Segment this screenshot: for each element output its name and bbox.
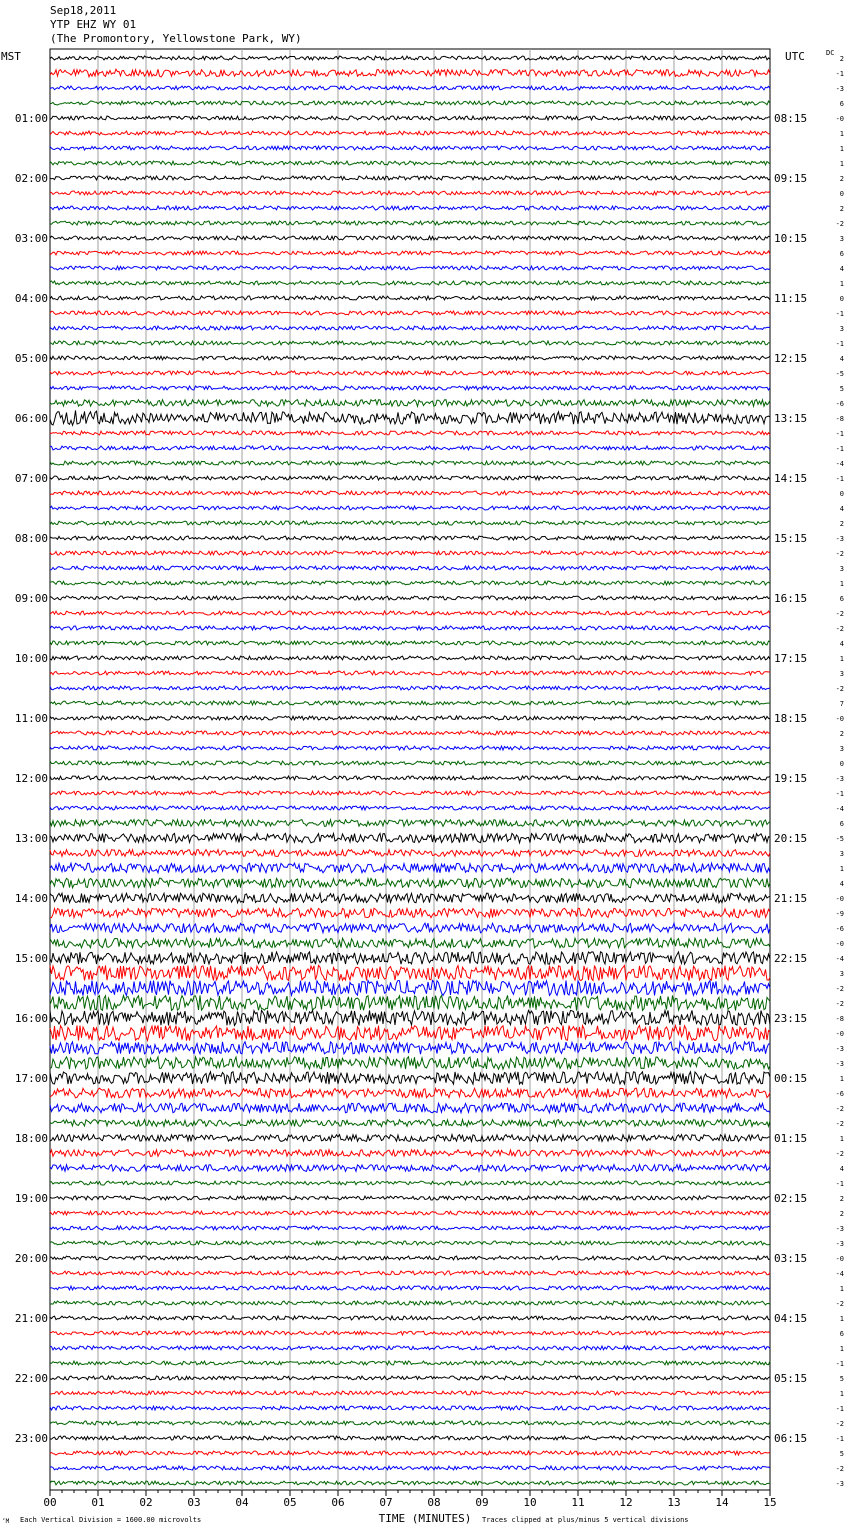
- dc-offset-label: -2: [835, 985, 844, 993]
- trace-line: [50, 581, 770, 585]
- dc-offset-label: 2: [839, 55, 844, 63]
- dc-offset-label: -1: [835, 430, 844, 438]
- dc-offset-label: 0: [839, 490, 844, 498]
- trace-line: [50, 221, 770, 225]
- utc-hour-label: 03:15: [774, 1252, 808, 1265]
- trace-line: [50, 776, 770, 780]
- mst-hour-label: 23:00: [14, 1432, 48, 1445]
- mst-hour-label: 02:00: [14, 172, 48, 185]
- trace-line: [50, 746, 770, 750]
- dc-offset-label: -2: [835, 625, 844, 633]
- trace-line: [50, 386, 770, 390]
- dc-offset-label: 5: [839, 1375, 844, 1383]
- x-tick-label: 05: [283, 1496, 297, 1509]
- dc-offset-label: 1: [839, 1345, 844, 1353]
- dc-offset-label: -4: [835, 805, 844, 813]
- mst-hour-label: 04:00: [14, 292, 48, 305]
- dc-offset-label: 2: [839, 730, 844, 738]
- dc-offset-label: 2: [839, 175, 844, 183]
- x-tick-label: 15: [763, 1496, 777, 1509]
- trace-line: [50, 476, 770, 480]
- trace-line: [50, 731, 770, 735]
- dc-offset-label: 3: [839, 565, 844, 573]
- utc-hour-label: 13:15: [774, 412, 808, 425]
- trace-line: [50, 1196, 770, 1200]
- dc-offset-label: 0: [839, 760, 844, 768]
- trace-line: [50, 806, 770, 810]
- dc-offset-label: 3: [839, 850, 844, 858]
- dc-offset-label: 0: [839, 190, 844, 198]
- dc-offset-label: -3: [835, 1060, 844, 1068]
- trace-line: [50, 1391, 770, 1395]
- dc-offset-label: -2: [835, 550, 844, 558]
- dc-offset-label: -1: [835, 70, 844, 78]
- trace-line: [50, 1331, 770, 1335]
- x-tick-label: 03: [187, 1496, 201, 1509]
- mst-hour-label: 17:00: [14, 1072, 48, 1085]
- right-axis-label: UTC: [785, 50, 805, 63]
- trace-line: [50, 1301, 770, 1305]
- trace-line: [50, 1042, 770, 1054]
- mst-hour-label: 01:00: [14, 112, 48, 125]
- trace-line: [50, 908, 770, 918]
- dc-offset-label: -1: [835, 790, 844, 798]
- trace-line: [50, 1165, 770, 1172]
- dc-offset-label: -3: [835, 1480, 844, 1488]
- dc-offset-label: -2: [835, 685, 844, 693]
- x-tick-label: 10: [523, 1496, 537, 1509]
- dc-offset-label: -2: [835, 1420, 844, 1428]
- trace-line: [50, 1436, 770, 1440]
- dc-offset-label: -3: [835, 1240, 844, 1248]
- x-tick-label: 00: [43, 1496, 57, 1509]
- dc-offset-label: 5: [839, 1450, 844, 1458]
- dc-offset-label: 1: [839, 1135, 844, 1143]
- trace-line: [50, 656, 770, 660]
- trace-line: [50, 86, 770, 90]
- dc-offset-label: -1: [835, 1435, 844, 1443]
- trace-line: [50, 1451, 770, 1455]
- left-axis-label: MST: [1, 50, 21, 63]
- trace-line: [50, 341, 770, 345]
- trace-line: [50, 131, 770, 135]
- x-tick-label: 11: [571, 1496, 585, 1509]
- dc-offset-label: 3: [839, 235, 844, 243]
- trace-line: [50, 446, 770, 450]
- header-location: (The Promontory, Yellowstone Park, WY): [50, 32, 302, 45]
- dc-offset-label: 4: [839, 640, 844, 648]
- trace-line: [50, 1057, 770, 1069]
- mst-hour-label: 09:00: [14, 592, 48, 605]
- dc-offset-label: -2: [835, 1105, 844, 1113]
- trace-line: [50, 521, 770, 525]
- utc-hour-label: 17:15: [774, 652, 808, 665]
- utc-hour-label: 18:15: [774, 712, 808, 725]
- utc-hour-label: 22:15: [774, 952, 808, 965]
- trace-line: [50, 116, 770, 120]
- dc-offset-label: -2: [835, 1000, 844, 1008]
- utc-hour-label: 11:15: [774, 292, 808, 305]
- trace-line: [50, 431, 770, 435]
- dc-offset-label: -4: [835, 955, 844, 963]
- dc-offset-label: 1: [839, 580, 844, 588]
- trace-line: [50, 952, 770, 964]
- dc-offset-label: 4: [839, 1165, 844, 1173]
- dc-offset-label: -1: [835, 475, 844, 483]
- dc-offset-label: 3: [839, 670, 844, 678]
- trace-line: [50, 938, 770, 948]
- trace-line: [50, 1481, 770, 1485]
- utc-hour-label: 10:15: [774, 232, 808, 245]
- dc-offset-label: 1: [839, 160, 844, 168]
- trace-line: [50, 1421, 770, 1425]
- dc-offset-label: 1: [839, 280, 844, 288]
- trace-line: [50, 1150, 770, 1157]
- scale-note: Each Vertical Division = 1600.00 microvolts: [20, 1516, 202, 1524]
- utc-hour-label: 21:15: [774, 892, 808, 905]
- dc-offset-label: -8: [835, 415, 844, 423]
- utc-hour-label: 04:15: [774, 1312, 808, 1325]
- dc-offset-label: 1: [839, 865, 844, 873]
- dc-offset-label: 4: [839, 880, 844, 888]
- trace-line: [50, 1466, 770, 1470]
- utc-hour-label: 16:15: [774, 592, 808, 605]
- mst-hour-label: 07:00: [14, 472, 48, 485]
- trace-line: [50, 266, 770, 270]
- trace-line: [50, 1271, 770, 1275]
- dc-offset-label: -2: [835, 610, 844, 618]
- trace-line: [50, 995, 770, 1010]
- dc-offset-label: -2: [835, 220, 844, 228]
- trace-line: [50, 863, 770, 873]
- trace-line: [50, 1120, 770, 1127]
- dc-offset-label: -3: [835, 1045, 844, 1053]
- trace-line: [50, 281, 770, 285]
- x-tick-label: 08: [427, 1496, 441, 1509]
- x-axis-label: TIME (MINUTES): [378, 1512, 472, 1525]
- dc-offset-label: -3: [835, 85, 844, 93]
- dc-offset-label: -8: [835, 1015, 844, 1023]
- trace-line: [50, 1286, 770, 1290]
- trace-line: [50, 206, 770, 210]
- utc-hour-label: 01:15: [774, 1132, 808, 1145]
- utc-hour-label: 14:15: [774, 472, 808, 485]
- dc-offset-label: -2: [835, 1465, 844, 1473]
- trace-line: [50, 641, 770, 645]
- trace-line: [50, 1181, 770, 1185]
- utc-hour-label: 19:15: [774, 772, 808, 785]
- dc-offset-label: -2: [835, 1300, 844, 1308]
- mst-hour-label: 05:00: [14, 352, 48, 365]
- trace-line: [50, 566, 770, 570]
- trace-line: [50, 1406, 770, 1410]
- trace-line: [50, 761, 770, 765]
- x-tick-label: 04: [235, 1496, 249, 1509]
- dc-offset-label: 1: [839, 1075, 844, 1083]
- header-station: YTP EHZ WY 01: [50, 18, 137, 31]
- mst-hour-label: 22:00: [14, 1372, 48, 1385]
- trace-line: [50, 893, 770, 903]
- trace-line: [50, 596, 770, 600]
- dc-offset-label: 1: [839, 655, 844, 663]
- trace-line: [50, 56, 770, 60]
- x-tick-label: 06: [331, 1496, 345, 1509]
- dc-offset-label: -0: [835, 1030, 844, 1038]
- dc-offset-label: -4: [835, 460, 844, 468]
- corner-mark: ‘M: [2, 1518, 10, 1525]
- dc-offset-label: -9: [835, 910, 844, 918]
- x-tick-label: 02: [139, 1496, 153, 1509]
- dc-offset-label: 1: [839, 145, 844, 153]
- trace-line: [50, 506, 770, 510]
- x-tick-label: 14: [715, 1496, 729, 1509]
- dc-offset-label: 2: [839, 520, 844, 528]
- dc-offset-label: -1: [835, 340, 844, 348]
- dc-offset-label: 5: [839, 385, 844, 393]
- trace-line: [50, 1010, 770, 1025]
- mst-hour-label: 15:00: [14, 952, 48, 965]
- mst-hour-label: 13:00: [14, 832, 48, 845]
- trace-line: [50, 146, 770, 150]
- clip-note: Traces clipped at plus/minus 5 vertical divisions: [482, 1516, 689, 1524]
- dc-offset-label: 2: [839, 1195, 844, 1203]
- trace-line: [50, 1346, 770, 1350]
- trace-line: [50, 1072, 770, 1084]
- trace-line: [50, 686, 770, 690]
- dc-offset-label: 6: [839, 100, 844, 108]
- trace-line: [50, 1376, 770, 1380]
- trace-line: [50, 236, 770, 240]
- dc-offset-label: -3: [835, 535, 844, 543]
- dc-offset-label: 7: [839, 700, 844, 708]
- mst-hour-label: 20:00: [14, 1252, 48, 1265]
- dc-offset-label: 3: [839, 325, 844, 333]
- trace-line: [50, 176, 770, 180]
- dc-offset-label: -3: [835, 1225, 844, 1233]
- dc-offset-label: -1: [835, 445, 844, 453]
- trace-line: [50, 1135, 770, 1142]
- trace-line: [50, 1025, 770, 1040]
- utc-hour-label: 23:15: [774, 1012, 808, 1025]
- trace-line: [50, 716, 770, 720]
- trace-line: [50, 1088, 770, 1098]
- dc-offset-label: 4: [839, 265, 844, 273]
- dc-offset-label: -0: [835, 895, 844, 903]
- trace-line: [50, 1256, 770, 1260]
- trace-line: [50, 1361, 770, 1365]
- dc-offset-label: -1: [835, 1180, 844, 1188]
- dc-offset-label: 0: [839, 295, 844, 303]
- mst-hour-label: 21:00: [14, 1312, 48, 1325]
- mst-hour-label: 03:00: [14, 232, 48, 245]
- trace-line: [50, 461, 770, 465]
- dc-offset-label: -3: [835, 775, 844, 783]
- dc-offset-label: -6: [835, 925, 844, 933]
- trace-line: [50, 980, 770, 995]
- dc-offset-label: -0: [835, 115, 844, 123]
- dc-offset-label: 4: [839, 355, 844, 363]
- dc-offset-label: -4: [835, 1270, 844, 1278]
- dc-offset-label: 1: [839, 1285, 844, 1293]
- trace-line: [50, 791, 770, 795]
- dc-offset-label: 6: [839, 595, 844, 603]
- dc-offset-label: -5: [835, 370, 844, 378]
- dc-offset-label: 6: [839, 820, 844, 828]
- trace-line: [50, 69, 770, 77]
- x-tick-label: 13: [667, 1496, 681, 1509]
- utc-hour-label: 20:15: [774, 832, 808, 845]
- dc-offset-label: 1: [839, 1315, 844, 1323]
- header-date: Sep18,2011: [50, 4, 117, 17]
- trace-line: [50, 850, 770, 857]
- mst-hour-label: 12:00: [14, 772, 48, 785]
- trace-line: [50, 1241, 770, 1245]
- x-tick-label: 09: [475, 1496, 489, 1509]
- trace-line: [50, 356, 770, 360]
- trace-line: [50, 833, 770, 843]
- trace-line: [50, 536, 770, 540]
- x-tick-label: 12: [619, 1496, 633, 1509]
- trace-line: [50, 1226, 770, 1230]
- dc-offset-label: -1: [835, 1360, 844, 1368]
- utc-hour-label: 05:15: [774, 1372, 808, 1385]
- dc-offset-label: -6: [835, 400, 844, 408]
- mst-hour-label: 18:00: [14, 1132, 48, 1145]
- dc-offset-label: -2: [835, 1150, 844, 1158]
- trace-line: [50, 400, 770, 407]
- trace-line: [50, 161, 770, 165]
- trace-line: [50, 101, 770, 105]
- plot-frame: [50, 49, 770, 1490]
- trace-line: [50, 1103, 770, 1113]
- trace-line: [50, 296, 770, 300]
- trace-line: [50, 626, 770, 630]
- dc-offset-label: 4: [839, 505, 844, 513]
- trace-line: [50, 551, 770, 555]
- dc-offset-label: -6: [835, 1090, 844, 1098]
- mst-hour-label: 16:00: [14, 1012, 48, 1025]
- mst-hour-label: 19:00: [14, 1192, 48, 1205]
- dc-offset-label: 6: [839, 1330, 844, 1338]
- mst-hour-label: 06:00: [14, 412, 48, 425]
- utc-hour-label: 00:15: [774, 1072, 808, 1085]
- trace-line: [50, 965, 770, 980]
- trace-line: [50, 611, 770, 615]
- trace-line: [50, 820, 770, 827]
- dc-offset-label: 3: [839, 745, 844, 753]
- utc-hour-label: 12:15: [774, 352, 808, 365]
- utc-hour-label: 02:15: [774, 1192, 808, 1205]
- dc-offset-label: -0: [835, 940, 844, 948]
- dc-offset-label: 3: [839, 970, 844, 978]
- dc-offset-label: -1: [835, 310, 844, 318]
- utc-hour-label: 09:15: [774, 172, 808, 185]
- trace-line: [50, 311, 770, 315]
- trace-line: [50, 701, 770, 705]
- dc-offset-label: -5: [835, 835, 844, 843]
- mst-hour-label: 10:00: [14, 652, 48, 665]
- trace-line: [50, 878, 770, 888]
- dc-offset-label: 2: [839, 205, 844, 213]
- trace-line: [50, 410, 770, 425]
- utc-hour-label: 06:15: [774, 1432, 808, 1445]
- mst-hour-label: 14:00: [14, 892, 48, 905]
- trace-line: [50, 251, 770, 255]
- dc-offset-label: 1: [839, 1390, 844, 1398]
- mst-hour-label: 08:00: [14, 532, 48, 545]
- trace-line: [50, 671, 770, 675]
- utc-hour-label: 15:15: [774, 532, 808, 545]
- dc-offset-label: -0: [835, 715, 844, 723]
- mst-hour-label: 11:00: [14, 712, 48, 725]
- dc-label: DC: [826, 49, 835, 57]
- trace-line: [50, 326, 770, 330]
- trace-line: [50, 923, 770, 933]
- trace-line: [50, 1316, 770, 1320]
- dc-offset-label: 1: [839, 130, 844, 138]
- trace-line: [50, 1211, 770, 1215]
- utc-hour-label: 08:15: [774, 112, 808, 125]
- trace-line: [50, 371, 770, 375]
- x-tick-label: 07: [379, 1496, 393, 1509]
- trace-line: [50, 491, 770, 495]
- dc-offset-label: 6: [839, 250, 844, 258]
- x-tick-label: 01: [91, 1496, 105, 1509]
- dc-offset-label: -1: [835, 1405, 844, 1413]
- dc-offset-label: -0: [835, 1255, 844, 1263]
- dc-offset-label: 2: [839, 1210, 844, 1218]
- trace-line: [50, 191, 770, 195]
- dc-offset-label: -2: [835, 1120, 844, 1128]
